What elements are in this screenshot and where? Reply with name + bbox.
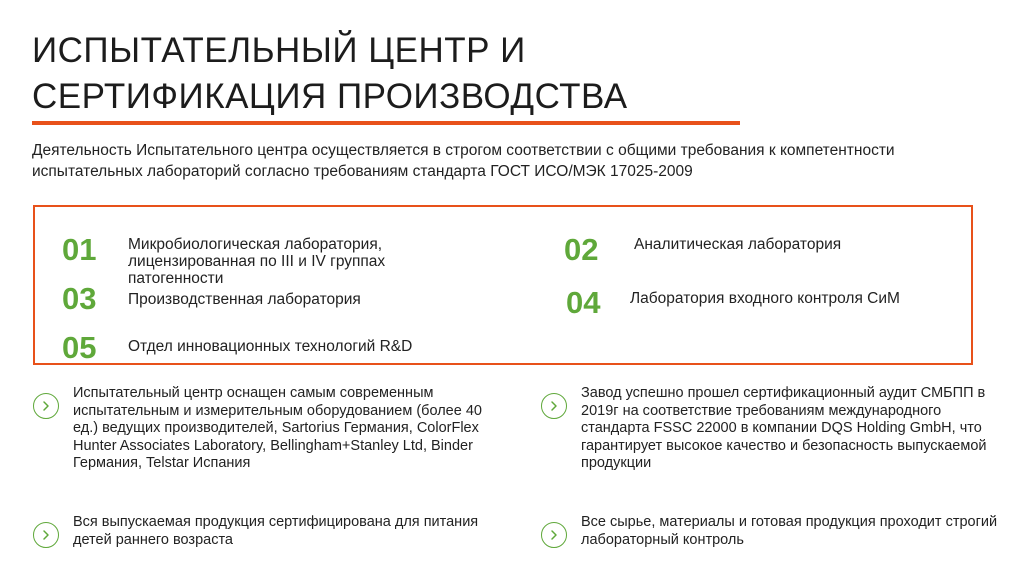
intro-text: Деятельность Испытательного центра осуществляется в строгом соответствии с общими требования к компетентности испытательных лабораторий согласно требованиям стандарта ГОСТ ИСО/МЭК 17025-2009 [32,142,895,180]
feature-item-equipment [33,385,503,473]
feature-item-control [541,514,1011,549]
chevron-right-circle-icon [33,522,59,548]
lab-label: Микробиологическая лаборатория, лицензированная по III и IV группах патогенности [128,236,386,287]
lab-number: 04 [566,285,601,320]
lab-number: 02 [564,232,599,267]
lab-number: 05 [62,330,97,365]
chevron-right-circle-icon [33,393,59,419]
lab-label: Производственная лаборатория [128,291,361,308]
lab-number: 01 [62,232,97,267]
feature-item-certified [33,514,503,549]
title-underline [32,121,740,125]
feature-text: Все сырье, материалы и готовая продукция проходит строгий лабораторный контроль [581,514,998,548]
page-title [32,28,932,120]
lab-item-04 [566,285,986,321]
page-title-line-1: ИСПЫТАТЕЛЬНЫЙ ЦЕНТР И [32,31,526,70]
lab-label: Аналитическая лаборатория [634,236,842,253]
lab-label: Отдел инновационных технологий R&D [128,338,413,355]
lab-item-05 [62,330,522,366]
lab-number: 03 [62,281,97,316]
lab-item-03 [62,281,492,317]
chevron-right-circle-icon [541,393,567,419]
feature-item-audit [541,385,1011,473]
lab-item-02 [564,232,964,268]
feature-text: Завод успешно прошел сертификационный аудит СМБПП в 2019г на соответствие требованиям международного стандарта FSSC 22000 в компании DQS Holding GmbH, что гарантирует высокое качество и безопасность выпускаемой продукции [581,385,987,471]
lab-label: Лаборатория входного контроля СиМ [630,290,900,307]
page-title-line-2: СЕРТИФИКАЦИЯ ПРОИЗВОДСТВА [32,77,628,116]
feature-text: Вся выпускаемая продукция сертифицирована для питания детей раннего возраста [73,514,479,548]
feature-text: Испытательный центр оснащен самым современным испытательным и измерительным оборудованием (более 40 ед.) ведущих производителей, Sartorius Германия, ColorFlex Hunter Associates Laboratory, Bellingham+Stanley Ltd, Binder Германия, Telstar Испания [73,385,482,471]
chevron-right-circle-icon [541,522,567,548]
lab-item-01 [62,232,492,287]
